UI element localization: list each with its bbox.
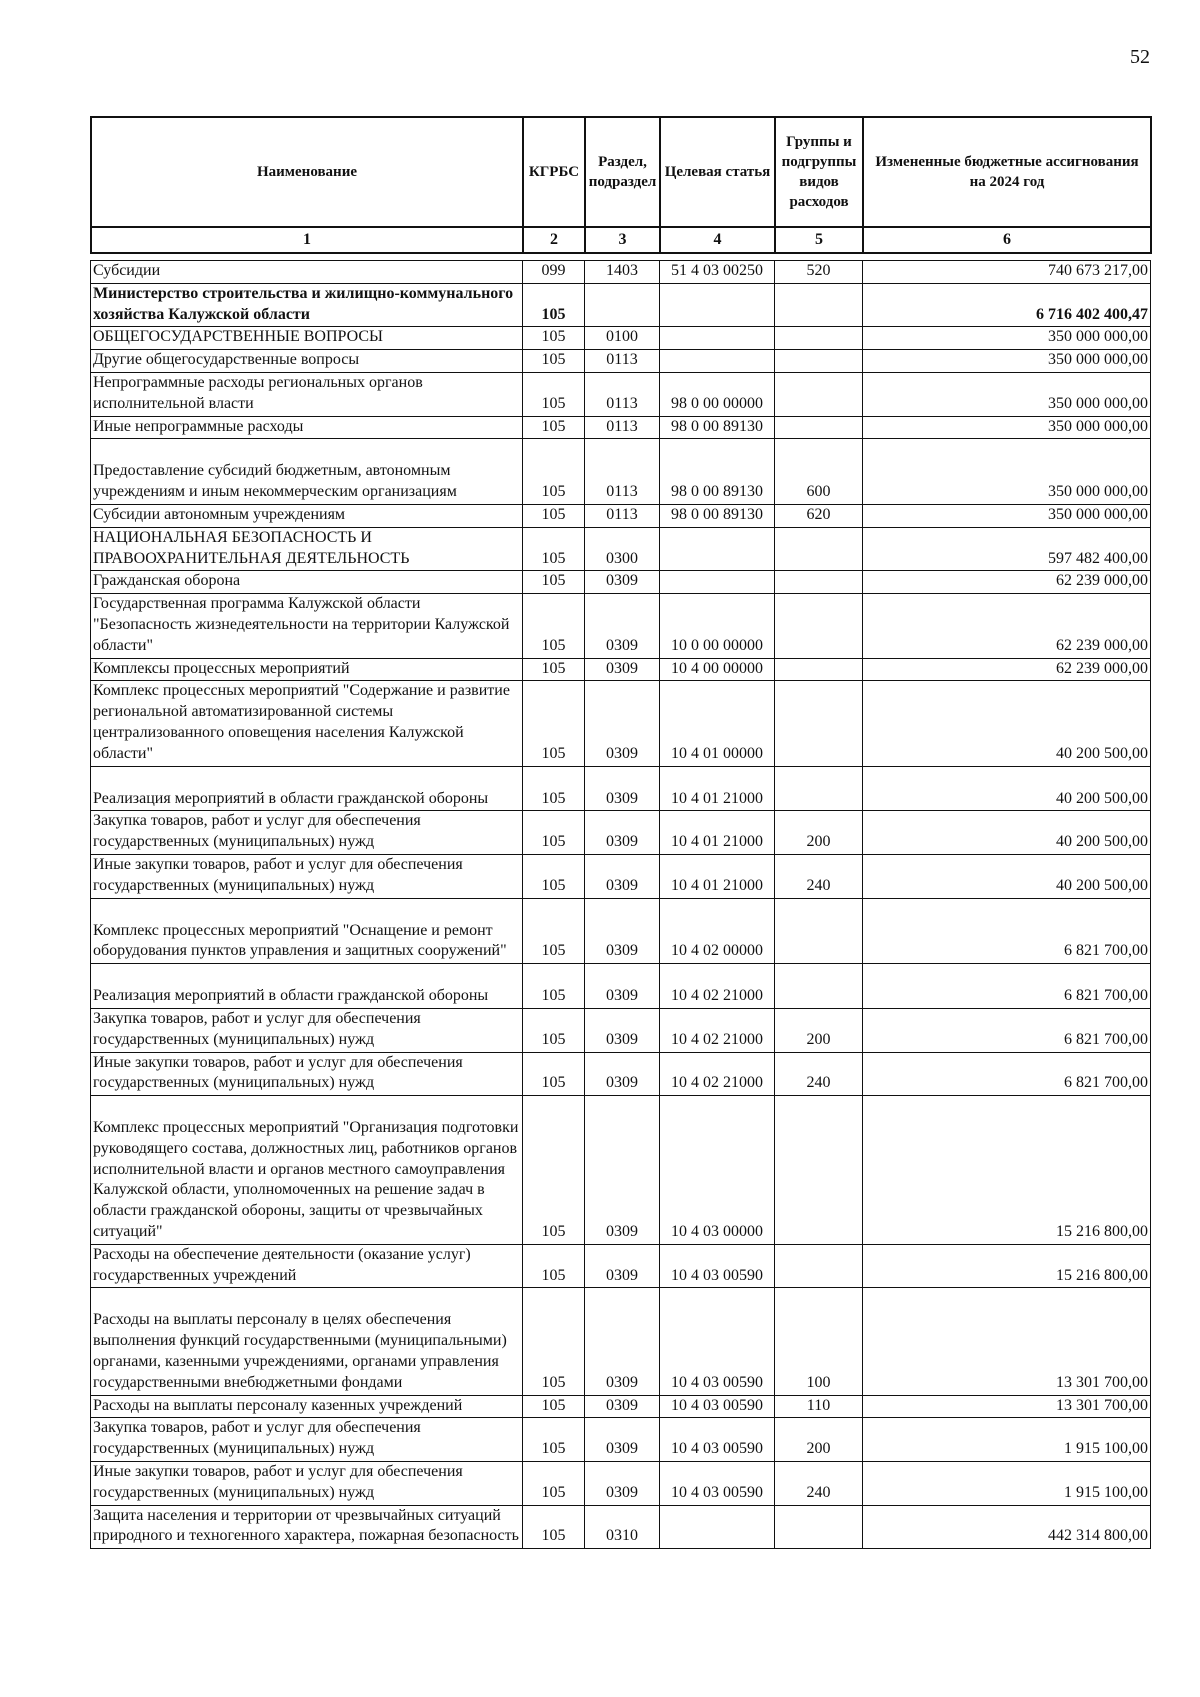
row-amount: 350 000 000,00 xyxy=(863,439,1151,505)
row-kgrbs: 105 xyxy=(523,811,585,855)
row-section: 0113 xyxy=(585,350,660,373)
col-number: 5 xyxy=(775,227,863,253)
row-amount: 740 673 217,00 xyxy=(863,261,1151,284)
row-target: 10 4 02 21000 xyxy=(660,964,775,1009)
row-name: Иные закупки товаров, работ и услуг для обеспечения государственных (муниципальных) нужд xyxy=(91,1052,523,1096)
row-kgrbs: 105 xyxy=(523,372,585,416)
row-section: 0309 xyxy=(585,898,660,964)
row-kgrbs: 105 xyxy=(523,416,585,439)
row-amount: 6 821 700,00 xyxy=(863,964,1151,1009)
row-group xyxy=(775,1096,863,1245)
header-name: Наименование xyxy=(91,117,523,227)
row-section: 0309 xyxy=(585,964,660,1009)
row-amount: 15 216 800,00 xyxy=(863,1096,1151,1245)
row-amount: 62 239 000,00 xyxy=(863,571,1151,594)
row-name: Защита населения и территории от чрезвычайных ситуаций природного и техногенного характера, пожарная безопасность xyxy=(91,1505,523,1549)
table-row xyxy=(91,766,1151,811)
row-name: Министерство строительства и жилищно-коммунального хозяйства Калужской области xyxy=(91,283,523,327)
row-amount: 350 000 000,00 xyxy=(863,350,1151,373)
row-target xyxy=(660,283,775,327)
row-kgrbs: 105 xyxy=(523,1462,585,1506)
row-amount: 40 200 500,00 xyxy=(863,681,1151,766)
row-kgrbs: 105 xyxy=(523,1418,585,1462)
row-group xyxy=(775,283,863,327)
row-amount: 6 821 700,00 xyxy=(863,1008,1151,1052)
table-row xyxy=(91,1244,1151,1288)
row-name: НАЦИОНАЛЬНАЯ БЕЗОПАСНОСТЬ И ПРАВООХРАНИТЕЛЬНАЯ ДЕЯТЕЛЬНОСТЬ xyxy=(91,527,523,571)
row-amount: 1 915 100,00 xyxy=(863,1418,1151,1462)
row-kgrbs: 105 xyxy=(523,681,585,766)
table-row xyxy=(91,283,1151,327)
row-name: Комплекс процессных мероприятий "Оснащение и ремонт оборудования пунктов управления и защитных сооружений" xyxy=(91,898,523,964)
row-group xyxy=(775,594,863,658)
row-group: 520 xyxy=(775,261,863,284)
row-section: 0309 xyxy=(585,1395,660,1418)
row-section: 0309 xyxy=(585,1288,660,1395)
row-section xyxy=(585,283,660,327)
row-name: Комплексы процессных мероприятий xyxy=(91,658,523,681)
table-row xyxy=(91,681,1151,766)
row-group: 100 xyxy=(775,1288,863,1395)
table-row xyxy=(91,1288,1151,1395)
row-section: 0309 xyxy=(585,1244,660,1288)
table-row xyxy=(91,594,1151,658)
row-kgrbs: 105 xyxy=(523,1008,585,1052)
row-section: 0309 xyxy=(585,1052,660,1096)
row-kgrbs: 105 xyxy=(523,350,585,373)
row-target: 10 0 00 00000 xyxy=(660,594,775,658)
header-amount: Измененные бюджетные ассигнования на 2024 год xyxy=(863,117,1151,227)
table-row xyxy=(91,350,1151,373)
row-group xyxy=(775,964,863,1009)
row-target: 10 4 03 00590 xyxy=(660,1418,775,1462)
row-section: 0300 xyxy=(585,527,660,571)
row-kgrbs: 105 xyxy=(523,854,585,898)
row-name: Гражданская оборона xyxy=(91,571,523,594)
row-target: 10 4 03 00590 xyxy=(660,1288,775,1395)
row-amount: 6 821 700,00 xyxy=(863,1052,1151,1096)
row-group xyxy=(775,1244,863,1288)
row-amount: 15 216 800,00 xyxy=(863,1244,1151,1288)
row-amount: 62 239 000,00 xyxy=(863,658,1151,681)
row-section: 0309 xyxy=(585,658,660,681)
row-kgrbs: 105 xyxy=(523,1395,585,1418)
row-target: 10 4 03 00000 xyxy=(660,1096,775,1245)
row-section: 0113 xyxy=(585,439,660,505)
col-number: 1 xyxy=(91,227,523,253)
row-name: Закупка товаров, работ и услуг для обеспечения государственных (муниципальных) нужд xyxy=(91,1008,523,1052)
row-target: 10 4 03 00590 xyxy=(660,1462,775,1506)
row-kgrbs: 105 xyxy=(523,283,585,327)
row-group: 200 xyxy=(775,1418,863,1462)
table-row xyxy=(91,439,1151,505)
table-row xyxy=(91,416,1151,439)
row-group xyxy=(775,898,863,964)
row-section: 0309 xyxy=(585,1096,660,1245)
table-row xyxy=(91,964,1151,1009)
row-name: Закупка товаров, работ и услуг для обеспечения государственных (муниципальных) нужд xyxy=(91,811,523,855)
row-kgrbs: 105 xyxy=(523,1288,585,1395)
row-kgrbs: 105 xyxy=(523,571,585,594)
row-section: 0309 xyxy=(585,681,660,766)
row-target xyxy=(660,571,775,594)
row-group xyxy=(775,327,863,350)
row-target: 10 4 02 21000 xyxy=(660,1008,775,1052)
row-amount: 350 000 000,00 xyxy=(863,327,1151,350)
row-name: Реализация мероприятий в области гражданской обороны xyxy=(91,964,523,1009)
row-group: 240 xyxy=(775,854,863,898)
row-group xyxy=(775,1505,863,1549)
row-kgrbs: 105 xyxy=(523,1096,585,1245)
row-amount: 350 000 000,00 xyxy=(863,416,1151,439)
row-name: Непрограммные расходы региональных органов исполнительной власти xyxy=(91,372,523,416)
table-row xyxy=(91,1418,1151,1462)
table-row xyxy=(91,898,1151,964)
header-kgrbs: КГРБС xyxy=(523,117,585,227)
row-group: 600 xyxy=(775,439,863,505)
table-row xyxy=(91,261,1151,284)
row-name: Иные закупки товаров, работ и услуг для обеспечения государственных (муниципальных) нужд xyxy=(91,854,523,898)
row-section: 0309 xyxy=(585,571,660,594)
row-kgrbs: 105 xyxy=(523,1244,585,1288)
row-amount: 6 716 402 400,47 xyxy=(863,283,1151,327)
row-group xyxy=(775,527,863,571)
table-row xyxy=(91,327,1151,350)
col-number: 2 xyxy=(523,227,585,253)
row-section: 0100 xyxy=(585,327,660,350)
row-amount: 40 200 500,00 xyxy=(863,854,1151,898)
row-section: 0309 xyxy=(585,594,660,658)
row-kgrbs: 105 xyxy=(523,439,585,505)
row-name: Расходы на выплаты персоналу в целях обеспечения выполнения функций государственными (муниципальными) органами, казенными учреждениями, органами управления государственными внебюджетными фондами xyxy=(91,1288,523,1395)
row-amount: 350 000 000,00 xyxy=(863,372,1151,416)
row-section: 0113 xyxy=(585,372,660,416)
row-amount: 13 301 700,00 xyxy=(863,1395,1151,1418)
row-target: 10 4 00 00000 xyxy=(660,658,775,681)
row-group: 200 xyxy=(775,811,863,855)
table-header xyxy=(90,116,1152,254)
table-row xyxy=(91,372,1151,416)
row-group xyxy=(775,416,863,439)
row-target: 10 4 01 21000 xyxy=(660,854,775,898)
row-kgrbs: 105 xyxy=(523,766,585,811)
row-amount: 1 915 100,00 xyxy=(863,1462,1151,1506)
row-section: 0309 xyxy=(585,766,660,811)
row-section: 0113 xyxy=(585,416,660,439)
table-row xyxy=(91,1395,1151,1418)
row-name: Государственная программа Калужской области "Безопасность жизнедеятельности на территории Калужской области" xyxy=(91,594,523,658)
row-name: Иные закупки товаров, работ и услуг для обеспечения государственных (муниципальных) нужд xyxy=(91,1462,523,1506)
row-kgrbs: 105 xyxy=(523,898,585,964)
row-group: 620 xyxy=(775,504,863,527)
row-target xyxy=(660,327,775,350)
row-target: 10 4 02 21000 xyxy=(660,1052,775,1096)
row-target: 98 0 00 89130 xyxy=(660,504,775,527)
row-kgrbs: 105 xyxy=(523,658,585,681)
table-row xyxy=(91,527,1151,571)
table-row xyxy=(91,1008,1151,1052)
row-kgrbs: 105 xyxy=(523,964,585,1009)
row-kgrbs: 105 xyxy=(523,594,585,658)
row-target: 10 4 01 21000 xyxy=(660,811,775,855)
row-section: 0309 xyxy=(585,1008,660,1052)
table-row xyxy=(91,1505,1151,1549)
table-row xyxy=(91,1462,1151,1506)
row-group xyxy=(775,372,863,416)
row-kgrbs: 105 xyxy=(523,527,585,571)
row-amount: 40 200 500,00 xyxy=(863,811,1151,855)
row-group: 240 xyxy=(775,1052,863,1096)
row-group xyxy=(775,350,863,373)
row-name: Предоставление субсидий бюджетным, автономным учреждениям и иным некоммерческим организациям xyxy=(91,439,523,505)
row-group: 200 xyxy=(775,1008,863,1052)
row-section: 0309 xyxy=(585,1418,660,1462)
row-section: 0309 xyxy=(585,1462,660,1506)
row-target: 10 4 01 21000 xyxy=(660,766,775,811)
row-name: Субсидии автономным учреждениям xyxy=(91,504,523,527)
row-kgrbs: 105 xyxy=(523,1505,585,1549)
budget-table xyxy=(90,260,1151,1549)
table-row xyxy=(91,571,1151,594)
row-amount: 350 000 000,00 xyxy=(863,504,1151,527)
row-target: 98 0 00 89130 xyxy=(660,416,775,439)
row-kgrbs: 105 xyxy=(523,1052,585,1096)
table-row xyxy=(91,854,1151,898)
row-target: 98 0 00 89130 xyxy=(660,439,775,505)
table-row xyxy=(91,658,1151,681)
row-amount: 442 314 800,00 xyxy=(863,1505,1151,1549)
row-kgrbs: 105 xyxy=(523,504,585,527)
row-group xyxy=(775,658,863,681)
row-name: Расходы на обеспечение деятельности (оказание услуг) государственных учреждений xyxy=(91,1244,523,1288)
row-group: 110 xyxy=(775,1395,863,1418)
row-target xyxy=(660,527,775,571)
row-name: Иные непрограммные расходы xyxy=(91,416,523,439)
row-name: Расходы на выплаты персоналу казенных учреждений xyxy=(91,1395,523,1418)
table-row xyxy=(91,1096,1151,1245)
row-target: 10 4 03 00590 xyxy=(660,1244,775,1288)
row-name: Комплекс процессных мероприятий "Содержание и развитие региональной автоматизированной системы централизованного оповещения населения Калужской области" xyxy=(91,681,523,766)
col-number: 3 xyxy=(585,227,660,253)
col-number: 6 xyxy=(863,227,1151,253)
row-name: ОБЩЕГОСУДАРСТВЕННЫЕ ВОПРОСЫ xyxy=(91,327,523,350)
row-target: 98 0 00 00000 xyxy=(660,372,775,416)
row-amount: 597 482 400,00 xyxy=(863,527,1151,571)
row-name: Закупка товаров, работ и услуг для обеспечения государственных (муниципальных) нужд xyxy=(91,1418,523,1462)
header-groups: Группы и подгруппы видов расходов xyxy=(775,117,863,227)
row-group: 240 xyxy=(775,1462,863,1506)
row-target: 51 4 03 00250 xyxy=(660,261,775,284)
row-group xyxy=(775,681,863,766)
row-name: Субсидии xyxy=(91,261,523,284)
table-row xyxy=(91,504,1151,527)
row-section: 1403 xyxy=(585,261,660,284)
row-group xyxy=(775,766,863,811)
row-target xyxy=(660,1505,775,1549)
row-name: Комплекс процессных мероприятий "Организация подготовки руководящего состава, должностных лиц, работников органов исполнительной власти и органов местного самоуправления Калужской области, уполномоченных на решение задач в области гражданской обороны, защиты от чрезвычайных ситуаций" xyxy=(91,1096,523,1245)
row-kgrbs: 099 xyxy=(523,261,585,284)
row-name: Реализация мероприятий в области гражданской обороны xyxy=(91,766,523,811)
col-number: 4 xyxy=(660,227,775,253)
header-target: Целевая статья xyxy=(660,117,775,227)
row-section: 0309 xyxy=(585,811,660,855)
row-section: 0310 xyxy=(585,1505,660,1549)
page-number: 52 xyxy=(1130,46,1150,68)
row-target: 10 4 03 00590 xyxy=(660,1395,775,1418)
row-amount: 6 821 700,00 xyxy=(863,898,1151,964)
row-section: 0113 xyxy=(585,504,660,527)
row-kgrbs: 105 xyxy=(523,327,585,350)
row-name: Другие общегосударственные вопросы xyxy=(91,350,523,373)
row-group xyxy=(775,571,863,594)
row-target xyxy=(660,350,775,373)
table-row xyxy=(91,1052,1151,1096)
row-target: 10 4 02 00000 xyxy=(660,898,775,964)
row-amount: 62 239 000,00 xyxy=(863,594,1151,658)
table-row xyxy=(91,811,1151,855)
row-amount: 13 301 700,00 xyxy=(863,1288,1151,1395)
row-target: 10 4 01 00000 xyxy=(660,681,775,766)
header-section: Раздел, подраздел xyxy=(585,117,660,227)
row-section: 0309 xyxy=(585,854,660,898)
row-amount: 40 200 500,00 xyxy=(863,766,1151,811)
